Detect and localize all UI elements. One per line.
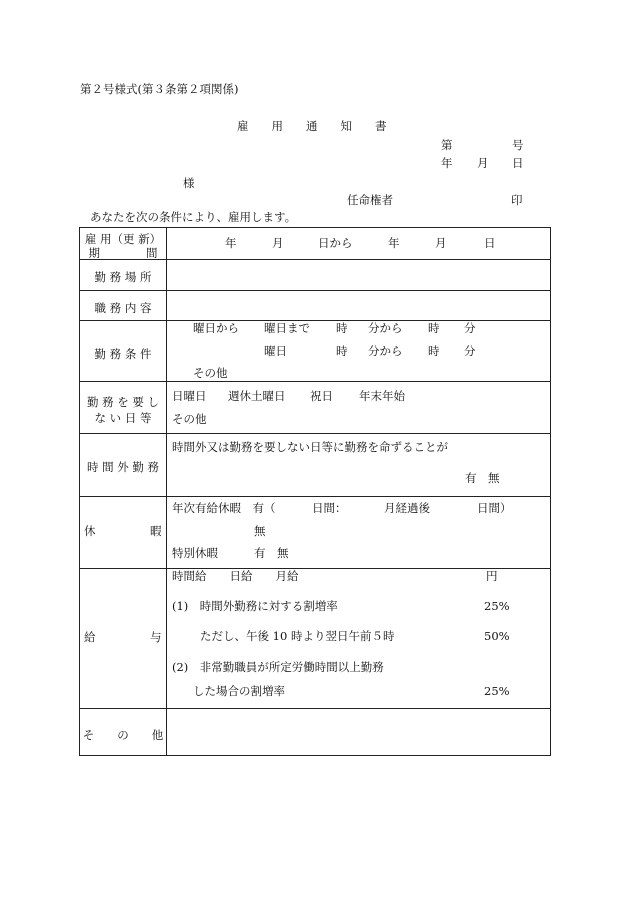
annual-leave-none: 無 bbox=[254, 524, 266, 538]
pay-night-rate: 50% bbox=[484, 629, 510, 643]
pay-label-char2: 与 bbox=[150, 630, 162, 644]
annual-leave: 年次有給休暇 有（ bbox=[172, 501, 276, 515]
period-year-start: 年 bbox=[225, 236, 237, 250]
number-prefix: 第 bbox=[441, 138, 453, 152]
holiday-newyear: 年末年始 bbox=[359, 389, 405, 403]
work-conditions-label: 勤 務 条 件 bbox=[94, 347, 152, 361]
special-leave: 特別休暇 bbox=[172, 546, 218, 560]
cond-hour-start: 時 bbox=[336, 321, 348, 335]
cond-hour-end-2: 時 bbox=[428, 344, 440, 358]
number-suffix: 号 bbox=[512, 138, 524, 152]
seal-mark: 印 bbox=[511, 193, 523, 207]
row-divider bbox=[80, 320, 550, 321]
other-label: そ の 他 bbox=[82, 728, 164, 742]
pay-parttime-item-line2: した場合の割増率 bbox=[193, 684, 285, 698]
cond-other: その他 bbox=[193, 366, 228, 380]
intro-text: あなたを次の条件により、雇用します。 bbox=[90, 210, 297, 224]
row-divider bbox=[80, 381, 550, 382]
cond-weekday-to: 曜日まで bbox=[264, 321, 310, 335]
non-work-days-label-line1: 勤 務 を 要 し bbox=[86, 395, 160, 409]
period-label-line1: 雇 用（更 新） bbox=[84, 232, 162, 246]
cond-minute-end: 分 bbox=[464, 321, 476, 335]
document-title: 雇 用 通 知 書 bbox=[237, 119, 387, 133]
cond-minute-start: 分から bbox=[368, 321, 403, 335]
holiday-national: 祝日 bbox=[310, 389, 333, 403]
conditions-table bbox=[79, 227, 551, 756]
addressee-suffix: 様 bbox=[183, 176, 195, 190]
row-divider bbox=[80, 568, 550, 569]
date-month: 月 bbox=[477, 156, 489, 170]
non-work-days-label-line2: な い 日 等 bbox=[94, 411, 152, 425]
pay-yen: 円 bbox=[486, 569, 498, 583]
holiday-other: その他 bbox=[172, 412, 207, 426]
pay-parttime-item-line1: (2) 非常勤職員が所定労働時間以上勤務 bbox=[172, 660, 384, 674]
annual-leave-days: 日間： bbox=[312, 501, 347, 515]
work-place-label: 勤 務 場 所 bbox=[94, 270, 152, 284]
period-month-end: 月 bbox=[435, 236, 447, 250]
row-divider bbox=[80, 290, 550, 291]
pay-overtime-rate-item: (1) 時間外勤務に対する割増率 bbox=[172, 599, 338, 613]
cond-minute-start-2: 分から bbox=[368, 344, 403, 358]
overtime-text: 時間外又は勤務を要しない日等に勤務を命ずることが bbox=[172, 440, 448, 454]
date-day: 日 bbox=[512, 156, 524, 170]
overtime-yes-no: 有 無 bbox=[465, 471, 500, 485]
cond-hour-end: 時 bbox=[428, 321, 440, 335]
cond-weekday-from: 曜日から bbox=[193, 321, 239, 335]
annual-leave-days-close: 日間） bbox=[477, 501, 512, 515]
period-from: 日から bbox=[318, 236, 353, 250]
pay-parttime-rate: 25% bbox=[484, 684, 510, 698]
pay-types: 時間給 日給 月給 bbox=[172, 569, 299, 583]
overtime-label: 時 間 外 勤 務 bbox=[86, 460, 160, 474]
pay-label-char1: 給 bbox=[84, 630, 96, 644]
duty-content-label: 職 務 内 容 bbox=[94, 301, 152, 315]
cond-hour-start-2: 時 bbox=[336, 344, 348, 358]
special-leave-yes-no: 有 無 bbox=[254, 546, 289, 560]
leave-label-char2: 暇 bbox=[150, 524, 162, 538]
holiday-saturday: 週休土曜日 bbox=[228, 389, 286, 403]
date-year: 年 bbox=[441, 156, 453, 170]
row-divider bbox=[80, 496, 550, 497]
period-month-start: 月 bbox=[272, 236, 284, 250]
cond-minute-end-2: 分 bbox=[464, 344, 476, 358]
period-year-end: 年 bbox=[388, 236, 400, 250]
row-divider bbox=[80, 433, 550, 434]
pay-overtime-rate: 25% bbox=[484, 599, 510, 613]
leave-label-char1: 休 bbox=[84, 524, 96, 538]
label-column-divider bbox=[166, 228, 167, 755]
holiday-sunday: 日曜日 bbox=[172, 389, 207, 403]
appointer-label: 任命権者 bbox=[347, 193, 393, 207]
annual-leave-months: 月経過後 bbox=[384, 501, 430, 515]
row-divider bbox=[80, 708, 550, 709]
period-label-line2: 期 間 bbox=[88, 246, 158, 260]
period-day-end: 日 bbox=[484, 236, 496, 250]
cond-weekday: 曜日 bbox=[264, 344, 287, 358]
form-number-label: 第２号様式(第３条第２項関係) bbox=[80, 82, 239, 96]
pay-night-note: ただし、午後 10 時より翌日午前５時 bbox=[200, 629, 395, 643]
